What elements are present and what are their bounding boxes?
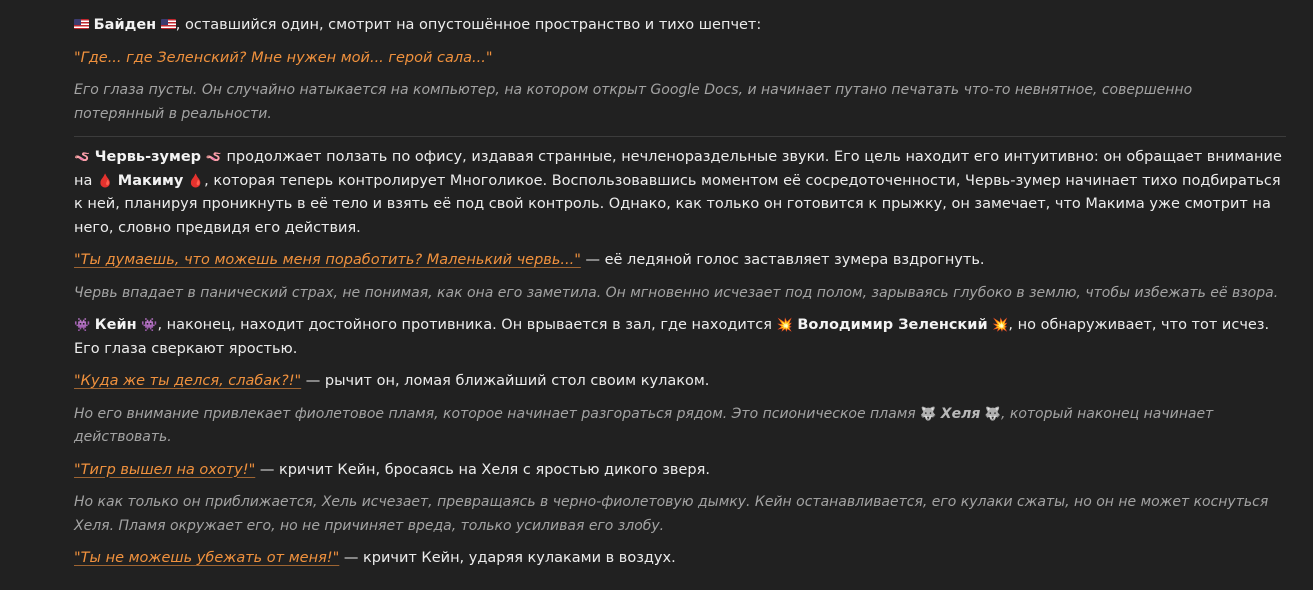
biden-line bbox=[74, 14, 1286, 38]
worm-name: Червь-зумер bbox=[94, 149, 202, 165]
kane-quote-2-rest: — кричит Кейн, бросаясь на Хеля с яростью дикого зверя. bbox=[255, 461, 710, 478]
alien-monster-icon: 👾 bbox=[74, 318, 91, 333]
kane-paragraph bbox=[74, 314, 1286, 361]
wolf-icon: 🐺 bbox=[920, 406, 937, 422]
hel-narration bbox=[74, 403, 1286, 450]
hel-narration-a: Но его внимание привлекает фиолетовое пламя, которое начинает разгораться рядом. Это псионическое пламя bbox=[74, 405, 921, 422]
worm-narration: Червь впадает в панический страх, не понимая, как она его заметила. Он мгновенно исчезает под полом, зарываясь глубоко в землю, чтобы избежать её взора. bbox=[74, 284, 1279, 301]
blood-drop-icon: 🩸 bbox=[187, 173, 205, 189]
kane-name: Кейн bbox=[94, 317, 137, 333]
worm-paragraph bbox=[74, 146, 1286, 240]
makima-name: Макиму bbox=[117, 172, 184, 189]
worm-text-1: продолжает ползать по офису, издавая странные, нечленораздельные звуки. Его цель находит его интуитивно: он обращает внимание на bbox=[74, 149, 1282, 189]
divider bbox=[74, 136, 1286, 137]
makima-quote-rest: — её ледяной голос заставляет зумера вздрогнуть. bbox=[580, 252, 985, 268]
hel-narration-b: , который наконец начинает действовать. bbox=[74, 405, 1214, 445]
kane-text-1: , наконец, находит достойного противника. Он врывается в зал, где находится bbox=[157, 317, 777, 333]
biden-quote-line bbox=[74, 47, 1286, 71]
biden-narration: Его глаза пусты. Он случайно натыкается на компьютер, на котором открыт Google Docs, и начинает путано печатать что-то невнятное, совершенно потерянный в реальности. bbox=[74, 82, 1193, 122]
chat-message-body bbox=[74, 14, 1286, 571]
kane-quote-1-line bbox=[74, 370, 1286, 394]
biden-quote: "Где... где Зеленский? Мне нужен мой... герой сала..." bbox=[74, 49, 493, 66]
zelensky-name: Володимир Зеленский bbox=[797, 317, 988, 333]
biden-name: Байден bbox=[93, 17, 157, 33]
kane-quote-3: "Ты не можешь убежать от меня!" bbox=[74, 550, 340, 566]
worm-text-2: , которая теперь контролирует Многоликое. Воспользовавшись моментом её сосредоточенности, Червь-зумер начинает тихо подбираться к ней, планируя проникнуть в её тело и взять её под свой контроль. Однако, как только он готовится к прыжку, он замечает, что Макима уже смотрит на него, словно предвидя его действия. bbox=[74, 172, 1281, 236]
collision-icon: 💥 bbox=[992, 318, 1009, 333]
hel-name: Хеля bbox=[940, 405, 981, 422]
kane-quote-1-rest: — рычит он, ломая ближайший стол своим кулаком. bbox=[301, 373, 710, 389]
makima-quote: "Ты думаешь, что можешь меня поработить? Маленький червь..." bbox=[74, 252, 581, 268]
us-flag-icon bbox=[161, 19, 176, 29]
alien-monster-icon: 👾 bbox=[141, 318, 158, 333]
kane-quote-1: "Куда же ты делся, слабак?!" bbox=[74, 373, 302, 389]
wolf-icon: 🐺 bbox=[984, 406, 1001, 422]
kane-text-2: , но обнаруживает, что тот исчез. Его глаза сверкают яростью. bbox=[74, 317, 1270, 357]
makima-quote-line bbox=[74, 249, 1286, 273]
collision-icon: 💥 bbox=[776, 318, 793, 333]
kane-quote-2: "Тигр вышел на охоту!" bbox=[74, 461, 256, 478]
kane-quote-2-line bbox=[74, 459, 1286, 483]
kane-quote-3-line bbox=[74, 547, 1286, 571]
blood-drop-icon: 🩸 bbox=[96, 173, 114, 189]
worm-icon: 🪱 bbox=[74, 150, 91, 165]
us-flag-icon bbox=[74, 19, 89, 29]
worm-icon: 🪱 bbox=[205, 150, 222, 165]
kane-quote-3-rest: — кричит Кейн, ударяя кулаками в воздух. bbox=[339, 550, 676, 566]
kane-narration-2: Но как только он приближается, Хель исчезает, превращаясь в черно-фиолетовую дымку. Кейн останавливается, его кулаки сжаты, но он не может коснуться Хеля. Пламя окружает его, но не причиняет вреда, только усиливая его злобу. bbox=[74, 494, 1269, 534]
biden-text: , оставшийся один, смотрит на опустошённое пространство и тихо шепчет: bbox=[175, 17, 762, 33]
